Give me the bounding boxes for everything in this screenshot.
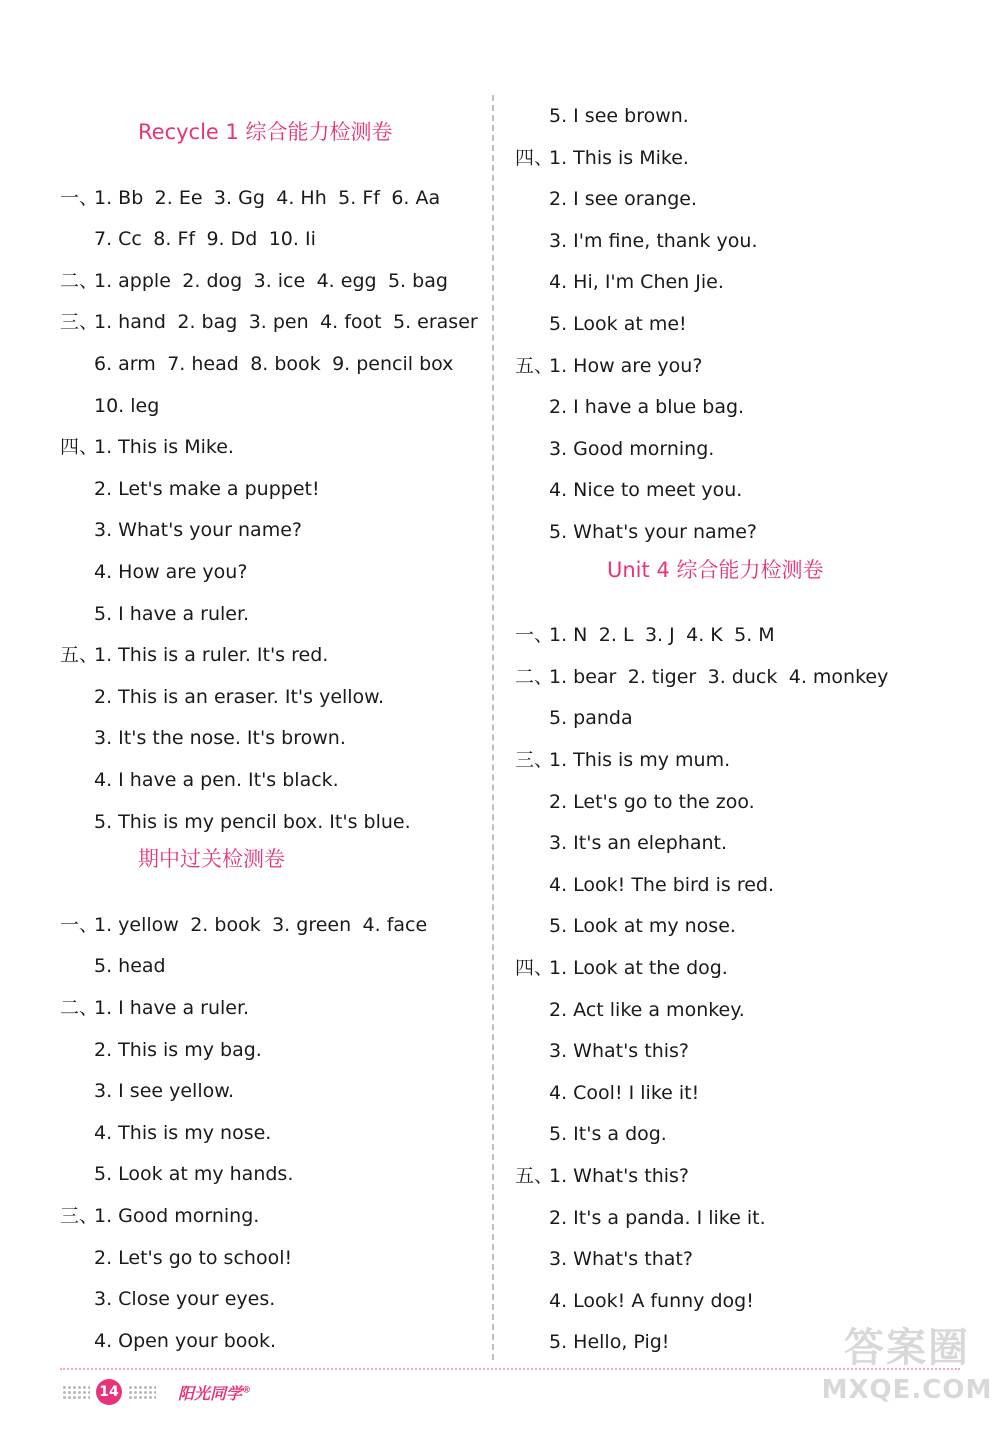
- answer-item: 2. Ee: [154, 186, 203, 209]
- answer-item: 5. M: [734, 624, 775, 647]
- answer-line: [515, 665, 888, 689]
- answer-item: 4. Look! The bird is red.: [549, 873, 775, 896]
- answer-line: [515, 1164, 689, 1188]
- answer-item: 9. pencil box: [332, 353, 454, 375]
- question-number: 五、: [60, 644, 99, 667]
- answer-group: [549, 1164, 689, 1188]
- answer-item: 1. apple: [94, 269, 171, 292]
- answer-line: [515, 1122, 667, 1146]
- answer-item: 2. Let's go to school!: [94, 1246, 293, 1269]
- answer-group: [94, 435, 234, 459]
- answer-group: [94, 518, 302, 542]
- answer-group: [94, 1038, 262, 1062]
- answer-item: 2. tiger: [627, 665, 697, 688]
- answer-item: 4. monkey: [788, 665, 889, 688]
- answer-group: [94, 352, 453, 376]
- dot-grid-icon: [128, 1385, 156, 1399]
- answer-item: 1. Good morning.: [94, 1205, 260, 1227]
- answer-group: [549, 146, 689, 170]
- answer-item: 1. How are you?: [549, 354, 703, 377]
- answer-item: 8. Ff: [153, 228, 196, 251]
- answer-item: 2. I have a blue bag.: [549, 396, 745, 419]
- answer-item: 5. Look at my nose.: [549, 915, 736, 938]
- answer-group: [549, 790, 755, 814]
- answer-line: [515, 187, 697, 211]
- page-number-badge: 14: [96, 1379, 122, 1405]
- question-number: 一、: [515, 624, 554, 647]
- answer-item: 2. book: [190, 913, 261, 936]
- answer-item: 2. This is an eraser. It's yellow.: [94, 685, 385, 708]
- answer-line: [60, 518, 302, 542]
- answer-group: [94, 1079, 234, 1103]
- answer-line: [515, 1330, 669, 1354]
- answer-item: 1. This is Mike.: [549, 146, 689, 169]
- answer-group: [94, 269, 448, 293]
- answer-item: 5. What's your name?: [549, 521, 757, 543]
- answer-group: [94, 186, 440, 210]
- answer-item: 5. bag: [387, 269, 448, 292]
- answer-group: [94, 768, 339, 792]
- answer-group: [94, 685, 384, 709]
- answer-item: 6. Aa: [391, 186, 441, 209]
- answer-item: 10. Ii: [268, 228, 316, 251]
- answer-item: 4. I have a pen. It's black.: [94, 769, 339, 791]
- answer-group: [94, 954, 166, 978]
- answer-item: 1. hand: [94, 311, 166, 334]
- answer-item: 3. It's an elephant.: [549, 832, 728, 855]
- answer-group: [549, 478, 742, 502]
- answer-item: 1. This is a ruler. It's red.: [94, 644, 329, 667]
- question-number: 三、: [60, 1205, 99, 1227]
- section-title: Unit 4 综合能力检测卷: [607, 557, 824, 582]
- answer-item: 4. Open your book.: [94, 1329, 277, 1352]
- answer-item: 4. Hi, I'm Chen Jie.: [549, 271, 724, 294]
- answer-line: [60, 1162, 293, 1186]
- answer-line: [60, 810, 411, 834]
- answer-item: 3. I see yellow.: [94, 1080, 235, 1103]
- brand-name: 阳光同学: [178, 1383, 243, 1403]
- answer-line: [60, 1121, 271, 1145]
- answer-group: [549, 1206, 766, 1230]
- question-number: 五、: [515, 354, 554, 377]
- answer-line: [515, 270, 724, 294]
- answer-group: [94, 227, 316, 251]
- answer-item: 2. This is my bag.: [94, 1038, 262, 1061]
- answer-line: [60, 602, 249, 626]
- answer-group: [549, 1039, 689, 1063]
- answer-item: 1. Look at the dog.: [549, 957, 728, 979]
- question-number: 四、: [515, 957, 554, 979]
- section-title: 期中过关检测卷: [138, 847, 285, 872]
- answer-group: [94, 1329, 276, 1353]
- answer-line: [515, 1206, 766, 1230]
- answer-item: 4. Look! A funny dog!: [549, 1289, 754, 1312]
- answer-item: 4. Hh: [276, 186, 327, 209]
- answer-line: [60, 996, 249, 1020]
- answer-group: [94, 602, 249, 626]
- answer-group: [549, 1081, 699, 1105]
- answer-line: [515, 229, 758, 253]
- answer-item: 3. ice: [253, 269, 306, 292]
- answer-item: 5. Hello, Pig!: [549, 1331, 670, 1354]
- registered-mark: ®: [242, 1385, 252, 1396]
- answer-group: [549, 1247, 693, 1271]
- answer-item: 2. Act like a monkey.: [549, 998, 745, 1021]
- answer-group: [94, 1287, 275, 1311]
- question-number: 四、: [60, 436, 99, 459]
- answer-item: 4. face: [362, 913, 428, 936]
- answer-item: 2. I see orange.: [549, 188, 698, 211]
- question-number: 四、: [515, 146, 554, 169]
- answer-line: [60, 726, 346, 750]
- question-number: 二、: [60, 269, 99, 292]
- answer-item: 5. head: [94, 955, 166, 978]
- answer-line: [515, 354, 702, 378]
- answer-line: [515, 790, 755, 814]
- answer-item: 1. yellow: [94, 913, 179, 936]
- question-number: 一、: [60, 186, 99, 209]
- answer-group: [549, 706, 633, 730]
- answer-line: [60, 560, 247, 584]
- answer-group: [549, 914, 736, 938]
- answer-line: [60, 435, 234, 459]
- answer-item: 1. bear: [549, 665, 617, 688]
- answer-item: 7. Cc: [94, 228, 142, 251]
- answer-group: [549, 956, 728, 980]
- answer-line: [515, 1247, 693, 1271]
- answer-item: 5. Look at my hands.: [94, 1163, 294, 1186]
- answer-item: 3. Close your eyes.: [94, 1288, 276, 1311]
- answer-item: 1. Bb: [94, 186, 144, 209]
- answer-line: [515, 706, 633, 730]
- answer-line: [60, 913, 427, 937]
- answer-line: [60, 186, 440, 210]
- answer-item: 3. It's the nose. It's brown.: [94, 727, 346, 750]
- answer-group: [549, 104, 689, 128]
- answer-line: [60, 1204, 259, 1228]
- column-divider: [492, 95, 494, 1360]
- answer-group: [549, 437, 714, 461]
- answer-group: [94, 1162, 293, 1186]
- answer-line: [515, 873, 774, 897]
- answer-line: [515, 395, 744, 419]
- question-number: 二、: [515, 665, 554, 688]
- watermark-url: MXQE.COM: [821, 1375, 993, 1405]
- answer-item: 1. N: [549, 624, 588, 647]
- answer-line: [515, 1081, 699, 1105]
- answer-item: 2. bag: [177, 311, 238, 334]
- answer-group: [549, 831, 727, 855]
- answer-line: [515, 998, 745, 1022]
- answer-group: [94, 643, 328, 667]
- answer-item: 4. egg: [316, 269, 377, 292]
- answer-line: [60, 394, 159, 418]
- answer-line: [515, 1289, 754, 1313]
- answer-item: 1. What's this?: [549, 1165, 690, 1187]
- answer-item: 2. Let's make a puppet!: [94, 477, 320, 500]
- answer-item: 1. This is Mike.: [94, 436, 234, 459]
- answer-line: [515, 312, 687, 336]
- answer-group: [549, 187, 697, 211]
- answer-group: [549, 1122, 667, 1146]
- answer-group: [94, 1204, 259, 1228]
- answer-item: 10. leg: [94, 394, 160, 417]
- answer-item: 5. This is my pencil box. It's blue.: [94, 810, 411, 833]
- watermark: [818, 1322, 996, 1432]
- question-number: 二、: [60, 997, 99, 1019]
- answer-item: 4. Nice to meet you.: [549, 479, 743, 502]
- answer-item: 3. duck: [707, 665, 778, 688]
- answer-item: 4. How are you?: [94, 561, 248, 583]
- answer-line: [60, 1246, 292, 1270]
- answer-group: [94, 394, 159, 418]
- answer-line: [515, 104, 689, 128]
- answer-item: 8. book: [250, 353, 321, 375]
- answer-item: 3. I'm fine, thank you.: [549, 229, 758, 252]
- answer-line: [60, 269, 448, 293]
- answer-group: [549, 229, 758, 253]
- answer-line: [515, 478, 742, 502]
- answer-item: 4. K: [686, 624, 723, 647]
- answer-item: 2. dog: [182, 269, 243, 292]
- answer-item: 1. This is my mum.: [549, 749, 731, 771]
- answer-item: 9. Dd: [206, 228, 258, 251]
- answer-group: [549, 1330, 669, 1354]
- answer-item: 3. Good morning.: [549, 437, 715, 460]
- answer-group: [94, 310, 478, 334]
- answer-item: 3. pen: [248, 311, 309, 334]
- dot-grid-icon: [62, 1385, 90, 1399]
- answer-line: [60, 1038, 262, 1062]
- answer-line: [60, 1329, 276, 1353]
- answer-item: 5. eraser: [393, 311, 478, 334]
- watermark-logo-text: 答案圈: [844, 1325, 970, 1371]
- answer-line: [60, 352, 453, 376]
- answer-line: [60, 768, 339, 792]
- answer-item: 3. Gg: [213, 186, 265, 209]
- answer-group: [94, 1246, 292, 1270]
- answer-group: [549, 748, 730, 772]
- answer-item: 3. J: [644, 624, 675, 647]
- answer-group: [94, 477, 320, 501]
- answer-group: [549, 312, 687, 336]
- answer-group: [94, 810, 411, 834]
- answer-line: [515, 831, 727, 855]
- answer-item: 3. What's that?: [549, 1248, 693, 1271]
- answer-item: 3. What's your name?: [94, 519, 302, 542]
- answer-group: [94, 996, 249, 1020]
- answer-line: [60, 227, 316, 251]
- section-title: Recycle 1 综合能力检测卷: [138, 120, 393, 144]
- answer-line: [60, 954, 166, 978]
- answer-group: [549, 665, 888, 689]
- footer: [62, 1376, 251, 1408]
- answer-item: 4. Cool! I like it!: [549, 1081, 700, 1104]
- answer-line: [515, 748, 730, 772]
- answer-group: [549, 1289, 754, 1313]
- answer-group: [549, 395, 744, 419]
- answer-group: [94, 913, 427, 937]
- answer-item: 2. It's a panda. I like it.: [549, 1206, 766, 1229]
- answer-item: 5. Look at me!: [549, 313, 687, 335]
- answer-group: [549, 998, 745, 1022]
- answer-item: 5. I have a ruler.: [94, 602, 250, 625]
- answer-line: [515, 520, 757, 544]
- answer-line: [60, 1079, 234, 1103]
- answer-group: [94, 560, 247, 584]
- question-number: 三、: [515, 749, 554, 771]
- question-number: 三、: [60, 311, 99, 334]
- answer-item: 7. head: [167, 353, 239, 375]
- question-number: 一、: [60, 913, 99, 936]
- answer-line: [515, 956, 728, 980]
- answer-line: [60, 685, 384, 709]
- answer-item: 1. I have a ruler.: [94, 997, 250, 1019]
- answer-item: 4. This is my nose.: [94, 1121, 272, 1144]
- answer-item: 2. L: [598, 624, 634, 647]
- answer-item: 4. foot: [320, 311, 382, 334]
- answer-line: [515, 146, 689, 170]
- answer-item: 5. I see brown.: [549, 105, 689, 127]
- answer-item: 5. It's a dog.: [549, 1123, 667, 1146]
- answer-item: 3. What's this?: [549, 1040, 690, 1063]
- answer-group: [549, 354, 702, 378]
- answer-line: [515, 437, 714, 461]
- answer-item: 6. arm: [94, 353, 156, 375]
- answer-line: [515, 914, 736, 938]
- answer-group: [549, 270, 724, 294]
- answer-group: [549, 623, 775, 647]
- answer-group: [549, 520, 757, 544]
- answer-item: 5. Ff: [338, 186, 380, 209]
- answer-group: [94, 726, 346, 750]
- answer-line: [60, 1287, 275, 1311]
- answer-line: [60, 310, 478, 334]
- answer-line: [60, 477, 320, 501]
- question-number: 五、: [515, 1165, 554, 1187]
- answer-item: 2. Let's go to the zoo.: [549, 790, 755, 813]
- answer-group: [94, 1121, 271, 1145]
- answer-line: [515, 623, 775, 647]
- brand-logo: [178, 1381, 251, 1404]
- answer-item: 3. green: [272, 913, 352, 936]
- answer-line: [515, 1039, 689, 1063]
- answer-item: 5. panda: [549, 707, 633, 730]
- answer-group: [549, 873, 774, 897]
- answer-line: [60, 643, 328, 667]
